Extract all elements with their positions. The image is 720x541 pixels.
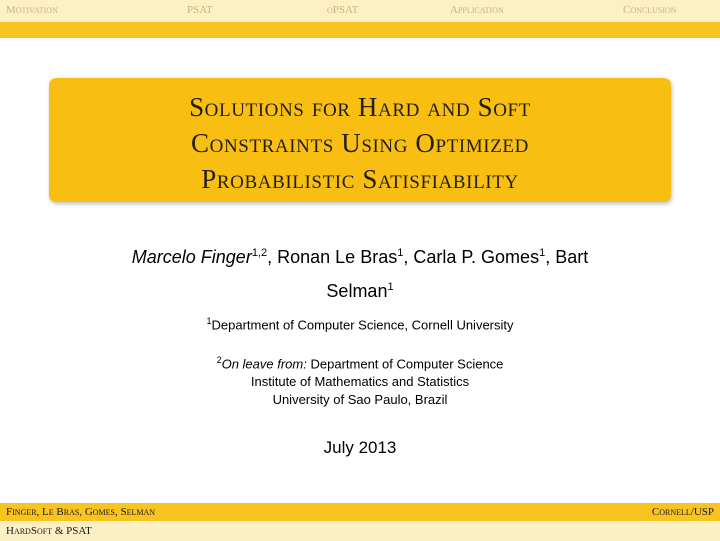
affiliation-1 (60, 316, 660, 332)
section-nav-bar (0, 0, 720, 22)
affiliation-2-line-2: Institute of Mathematics and Statistics (250, 374, 470, 390)
author-1-affiliation-mark: 1,2 (251, 247, 268, 259)
nav-item-psat[interactable]: PSAT (187, 4, 213, 16)
footer-bar (0, 503, 720, 521)
affiliation-2-prefix: On leave from: (221, 356, 307, 372)
footer-short-title: HardSoft & PSAT (6, 525, 92, 537)
affiliation-2-line-1: Department of Computer Science (310, 356, 504, 372)
title-block (49, 78, 671, 202)
affiliation-1-mark: 1 (206, 316, 212, 326)
affiliation-2-line-3: University of Sao Paulo, Brazil (272, 392, 448, 408)
title-line-1: Solutions for Hard and Soft (189, 92, 531, 122)
nav-item-application[interactable]: Application (450, 4, 504, 16)
author-4-first: Bart (555, 247, 589, 267)
presentation-date: July 2013 (323, 438, 397, 457)
author-4-affiliation-mark: 1 (387, 281, 394, 293)
nav-item-motivation[interactable]: Motivation (6, 4, 58, 16)
author-4-last: Selman (326, 281, 388, 301)
author-list: Marcelo Finger$^{1,2}$, Ronan Le Bras$^1$, Carla P. Gomes$^1$, Bart Selman$^1$ (131, 247, 589, 301)
author-3-affiliation-mark: 1 (539, 247, 546, 259)
nav-item-conclusion[interactable]: Conclusion (623, 4, 677, 16)
author-1: Marcelo Finger (131, 247, 252, 267)
author-3: Carla P. Gomes (413, 247, 540, 267)
footer-title-bar (0, 521, 720, 541)
author-2-affiliation-mark: 1 (397, 247, 404, 259)
affiliation-2-mark: 2 (216, 355, 222, 365)
footer-authors: Finger, Le Bras, Gomes, Selman (6, 506, 156, 518)
header-accent-strip (0, 22, 720, 38)
affiliation-1-text: Department of Computer Science, Cornell University (211, 317, 514, 333)
title-line-3: Probabilistic Satisfiability (201, 164, 519, 194)
footer-institution: Cornell/USP (651, 506, 714, 518)
nav-item-opsat[interactable]: oPSAT (327, 4, 359, 16)
affiliation-2 (60, 351, 660, 409)
title-line-2: Constraints Using Optimized (191, 128, 529, 158)
author-2: Ronan Le Bras (277, 247, 398, 267)
